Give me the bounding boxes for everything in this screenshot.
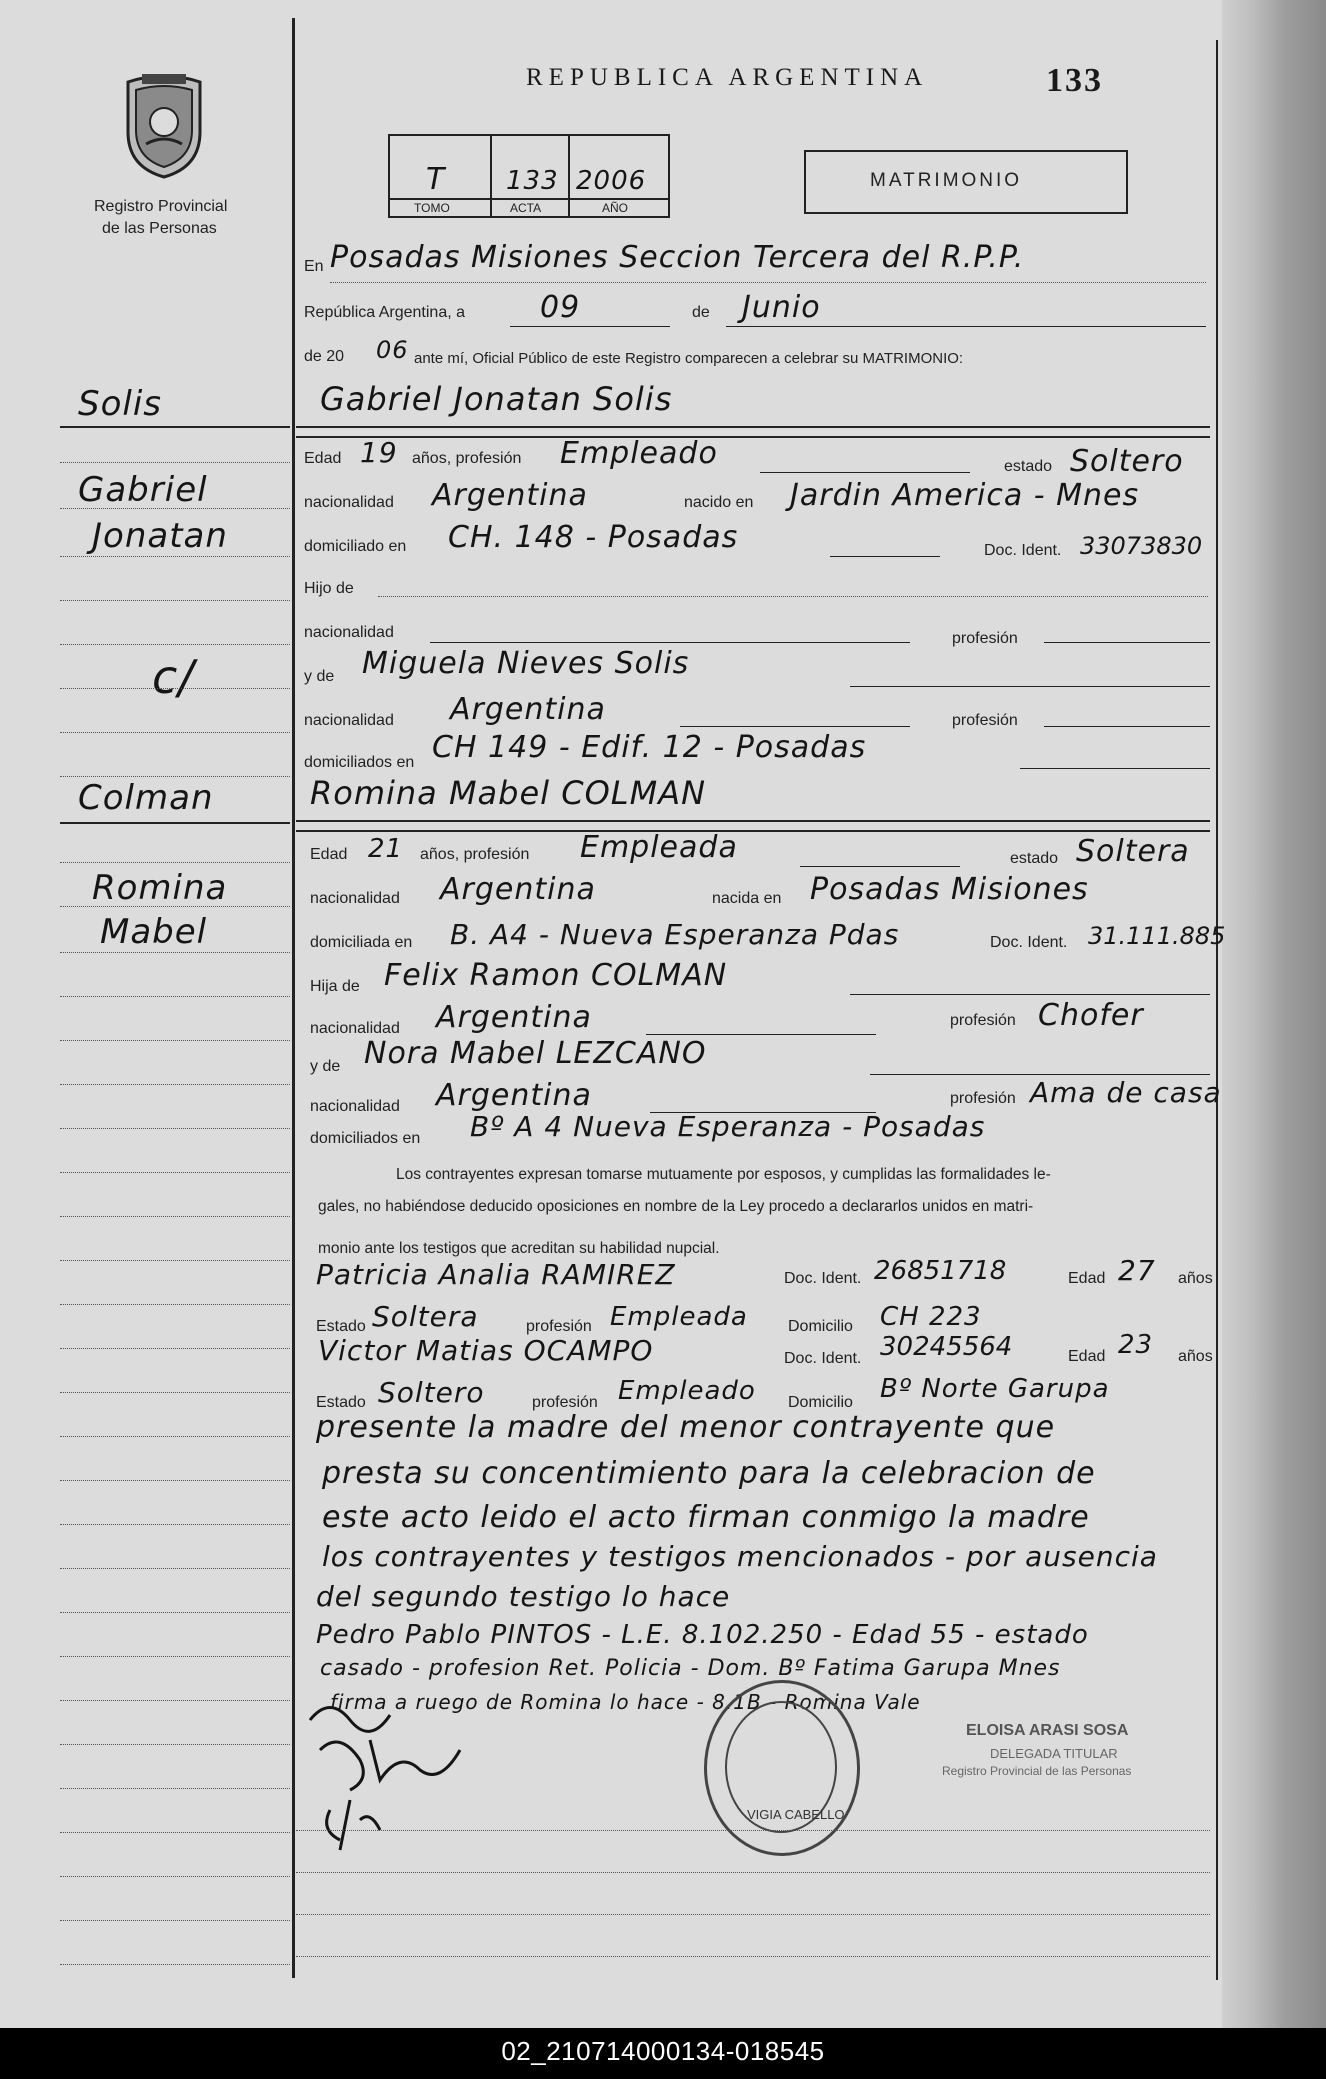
witness2-estado: Soltero [378, 1376, 485, 1409]
groom-prof-label3: profesión [952, 712, 1018, 729]
groom-hijo-label: Hijo de [304, 580, 354, 597]
witness1-dom-label: Domicilio [788, 1318, 853, 1335]
bride-domicile: B. A4 - Nueva Esperanza Pdas [450, 918, 900, 951]
book-page-edge [1222, 0, 1326, 2028]
marriage-day: 09 [540, 290, 581, 325]
registrar-office: Registro Provincial de las Personas [942, 1764, 1132, 1778]
groom-age: 19 [360, 436, 398, 469]
witness2-domicile: Bº Norte Garupa [880, 1374, 1110, 1404]
bride-nac-label2: nacionalidad [310, 1020, 400, 1037]
note-line-4: los contrayentes y testigos mencionados - por ausencia [322, 1540, 1158, 1573]
groom-domicile: CH. 148 - Posadas [448, 520, 739, 555]
bride-profession: Empleada [580, 830, 738, 865]
witness1-estado: Soltera [372, 1300, 479, 1333]
bride-full-name: Romina Mabel COLMAN [310, 774, 707, 812]
statement-line3: monio ante los testigos que acreditan su habilidad nupcial. [318, 1240, 720, 1257]
bride-parents-domicile: Bº A 4 Nueva Esperanza - Posadas [470, 1110, 986, 1143]
groom-nac-label2: nacionalidad [304, 624, 394, 641]
bride-prof-label3: profesión [950, 1090, 1016, 1107]
margin-groom-surname: Solis [78, 384, 162, 424]
republica-label: República Argentina, a [304, 304, 465, 321]
bride-prof-label2: profesión [950, 1012, 1016, 1029]
registrar-title: DELEGADA TITULAR [990, 1746, 1118, 1761]
groom-profession: Empleado [560, 436, 718, 471]
country-title: REPUBLICA ARGENTINA [526, 64, 929, 91]
bride-mother: Nora Mabel LEZCANO [364, 1036, 707, 1071]
groom-estado: Soltero [1070, 444, 1184, 479]
note-line-3: este acto leido el acto firman conmigo la madre [322, 1500, 1090, 1535]
note-line-8: firma a ruego de Romina lo hace - 8.1B - Romina Vale [330, 1690, 921, 1714]
groom-doc: 33073830 [1080, 532, 1203, 560]
witness1-profession: Empleada [610, 1302, 748, 1332]
bride-doc-label: Doc. Ident. [990, 934, 1068, 951]
groom-estado-label: estado [1004, 458, 1053, 475]
witness1-anos-label: años [1178, 1270, 1213, 1287]
right-border [1216, 40, 1218, 1980]
margin-groom-name2: Jonatan [92, 516, 228, 556]
bride-doc: 31.111.885 [1088, 922, 1226, 950]
bride-edad-label: Edad [310, 846, 348, 863]
year-prefix: de 20 [304, 348, 345, 365]
groom-edad-label: Edad [304, 450, 342, 467]
record-type-box [804, 150, 1128, 214]
marriage-month: Junio [742, 290, 821, 325]
groom-parents-domicile: CH 149 - Edif. 12 - Posadas [432, 730, 867, 765]
bride-anos-prof-label: años, profesión [420, 846, 530, 863]
bride-father-nationality: Argentina [436, 1000, 592, 1035]
bride-nationality: Argentina [440, 872, 596, 907]
tomo-acta-box [388, 134, 670, 218]
margin-bride-surname: Colman [78, 778, 214, 818]
margin-divider [292, 18, 295, 1978]
witness2-prof-label: profesión [532, 1394, 598, 1411]
note-line-5: del segundo testigo lo hace [316, 1580, 731, 1613]
witness2-anos-label: años [1178, 1348, 1213, 1365]
witness1-doc-label: Doc. Ident. [784, 1270, 862, 1287]
groom-nac-label3: nacionalidad [304, 712, 394, 729]
bride-domiciliados-label: domiciliados en [310, 1130, 421, 1147]
note-line-6: Pedro Pablo PINTOS - L.E. 8.102.250 - Edad 55 - estado [316, 1620, 1089, 1650]
groom-nationality: Argentina [432, 478, 588, 513]
signatures [300, 1690, 540, 1860]
registrar-name: ELOISA ARASI SOSA [966, 1722, 1129, 1739]
groom-full-name: Gabriel Jonatan Solis [320, 380, 673, 418]
groom-dom-label: domiciliado en [304, 538, 407, 555]
groom-prof-label2: profesión [952, 630, 1018, 647]
bride-hija-label: Hija de [310, 978, 360, 995]
bride-birthplace: Posadas Misiones [810, 872, 1089, 907]
year-suffix: 06 [376, 336, 409, 364]
seal-text: VIGIA CABELLO [747, 1807, 845, 1822]
note-line-1: presente la madre del menor contrayente que [316, 1410, 1056, 1445]
bride-mother-profession: Ama de casa [1030, 1076, 1222, 1109]
groom-anos-prof-label: años, profesión [412, 450, 522, 467]
acta-label: ACTA [510, 201, 542, 215]
witness2-estado-label: Estado [316, 1394, 366, 1411]
margin-connector: c/ [152, 650, 195, 704]
groom-nac-label: nacionalidad [304, 494, 394, 511]
de-label: de [692, 304, 710, 321]
ano-label: AÑO [602, 201, 629, 215]
witness2-dom-label: Domicilio [788, 1394, 853, 1411]
tomo-value: T [426, 162, 446, 197]
groom-domiciliados-label: domiciliados en [304, 754, 415, 771]
witness1-age: 27 [1118, 1254, 1156, 1287]
groom-doc-label: Doc. Ident. [984, 542, 1062, 559]
witness1-edad-label: Edad [1068, 1270, 1106, 1287]
en-label: En [304, 258, 324, 275]
witness1-prof-label: profesión [526, 1318, 592, 1335]
witness2-doc-label: Doc. Ident. [784, 1350, 862, 1367]
bride-estado-label: estado [1010, 850, 1059, 867]
witness2-profession: Empleado [618, 1376, 756, 1406]
witness2-name: Victor Matias OCAMPO [318, 1334, 654, 1367]
margin-bride-name1: Romina [92, 868, 228, 908]
margin-groom-name1: Gabriel [78, 470, 208, 510]
witness1-domicile: CH 223 [880, 1302, 982, 1332]
groom-mother: Miguela Nieves Solis [362, 646, 690, 681]
bride-age: 21 [368, 834, 404, 864]
witness2-edad-label: Edad [1068, 1348, 1106, 1365]
bride-nac-label: nacionalidad [310, 890, 400, 907]
record-type: MATRIMONIO [870, 170, 1023, 191]
groom-yde-label: y de [304, 668, 335, 685]
bride-nac-label3: nacionalidad [310, 1098, 400, 1115]
witness1-estado-label: Estado [316, 1318, 366, 1335]
registry-name-line2: de las Personas [102, 220, 217, 237]
groom-nacido-label: nacido en [684, 494, 754, 511]
acta-value: 133 [506, 166, 559, 196]
act-number: 133 [1046, 62, 1103, 99]
bride-yde-label: y de [310, 1058, 341, 1075]
scan-image-id: 02_210714000134-018545 [501, 2036, 825, 2066]
witness2-doc: 30245564 [880, 1332, 1013, 1362]
bride-father-profession: Chofer [1038, 998, 1144, 1033]
bride-estado: Soltera [1076, 834, 1190, 869]
margin-bride-name2: Mabel [100, 912, 208, 952]
registry-emblem [118, 72, 210, 182]
bride-father: Felix Ramon COLMAN [384, 958, 728, 993]
statement-line2: gales, no habiéndose deducido oposiciones en nombre de la Ley procedo a declararlos unidos en matri- [318, 1198, 1034, 1215]
ano-value: 2006 [576, 166, 647, 196]
tomo-label: TOMO [414, 201, 450, 215]
witness1-name: Patricia Analia RAMIREZ [316, 1258, 676, 1291]
note-line-7: casado - profesion Ret. Policia - Dom. Bº Fatima Garupa Mnes [320, 1656, 1061, 1681]
marriage-place: Posadas Misiones Seccion Tercera del R.P.P. [330, 240, 1025, 275]
groom-mother-nationality: Argentina [450, 692, 606, 727]
bride-dom-label: domiciliada en [310, 934, 413, 951]
ante-text: ante mí, Oficial Público de este Registro comparecen a celebrar su MATRIMONIO: [414, 350, 964, 367]
groom-birthplace: Jardin America - Mnes [790, 478, 1140, 513]
note-line-2: presta su concentimiento para la celebracion de [322, 1456, 1096, 1491]
witness1-doc: 26851718 [874, 1256, 1007, 1286]
bride-mother-nationality: Argentina [436, 1078, 592, 1113]
statement-line1: Los contrayentes expresan tomarse mutuamente por esposos, y cumplidas las formalidades le- [396, 1166, 1051, 1183]
bride-nacida-label: nacida en [712, 890, 782, 907]
witness2-age: 23 [1118, 1330, 1154, 1360]
registry-name-line1: Registro Provincial [94, 198, 228, 215]
